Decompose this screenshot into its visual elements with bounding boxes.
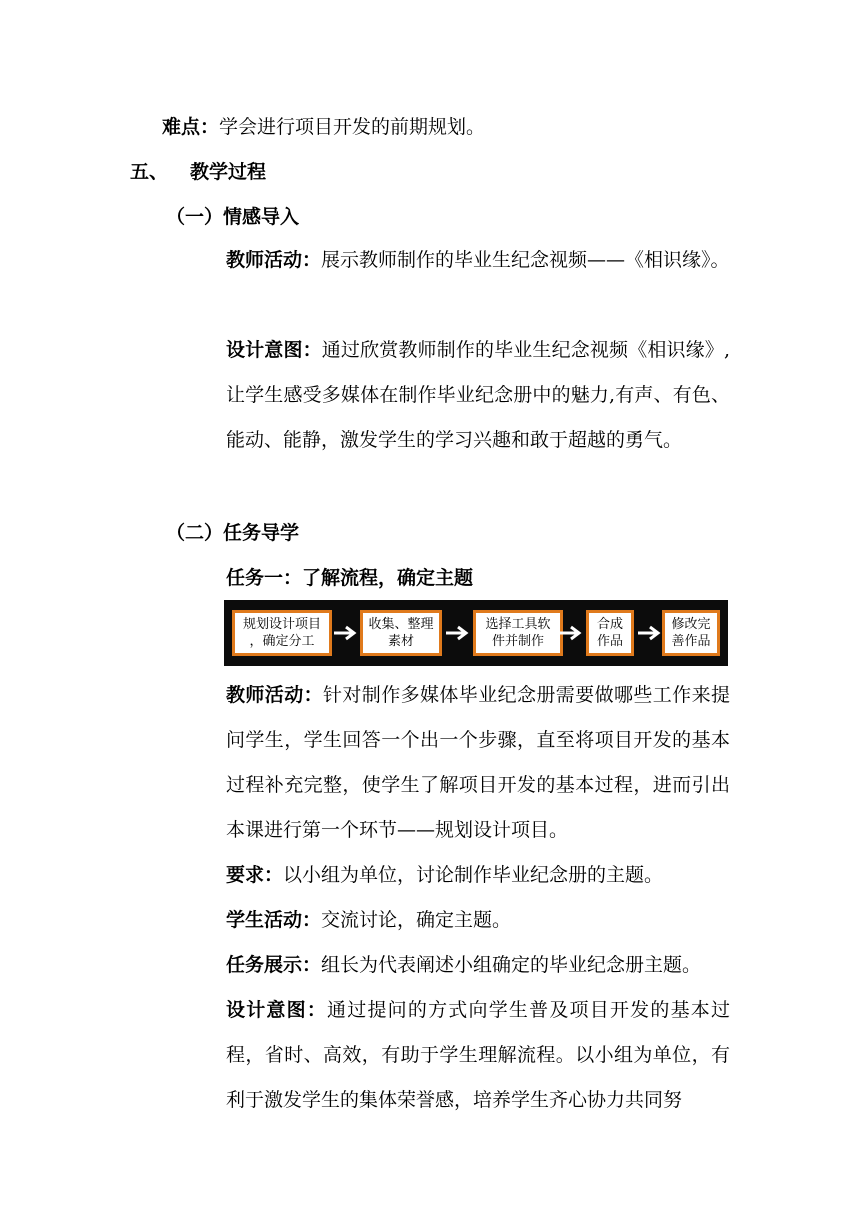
right-arrow-icon [444, 625, 472, 641]
requirement [226, 853, 730, 898]
right-arrow-icon [332, 625, 360, 641]
student-activity-text: 交流讨论，确定主题。 [321, 909, 512, 931]
design-intent-text: 通过欣赏教师制作的毕业生纪念视频《相识缘》,让学生感受多媒体在制作毕业纪念册中的魅力,有声、有色、能动、能静，激发学生的学习兴趣和敢于超越的勇气。 [226, 339, 730, 451]
teacher-activity-label: 教师活动： [226, 249, 322, 271]
flow-step-3-line1: 选择工具软 [485, 617, 551, 632]
difficulty-line [162, 115, 485, 139]
right-arrow-icon [636, 625, 664, 641]
task-showcase-label: 任务展示： [226, 954, 322, 976]
flow-step-1-line2: ，确定分工 [249, 634, 315, 649]
requirement-text: 以小组为单位，讨论制作毕业纪念册的主题。 [283, 864, 664, 886]
flow-step-5-line2: 善作品 [671, 634, 711, 649]
flow-step-5 [662, 610, 720, 656]
teacher-activity-2 [226, 673, 730, 853]
flow-step-3-line2: 件并制作 [491, 634, 544, 649]
process-flow-diagram [224, 600, 728, 666]
section-heading [130, 160, 168, 184]
subsection-title-1: （一）情感导入 [166, 206, 300, 228]
design-intent-label: 设计意图： [226, 999, 328, 1021]
flow-step-3 [473, 610, 563, 656]
student-activity-label: 学生活动： [226, 909, 322, 931]
section-title: 教学过程 [190, 161, 267, 183]
flow-step-2-line1: 收集、整理 [368, 617, 434, 632]
difficulty-text: 学会进行项目开发的前期规划。 [219, 116, 486, 138]
design-intent-2 [226, 988, 730, 1123]
task-showcase-text: 组长为代表阐述小组确定的毕业纪念册主题。 [321, 954, 702, 976]
teacher-activity-text: 针对制作多媒体毕业纪念册需要做哪些工作来提问学生，学生回答一个出一个步骤，直至将项目开发的基本过程补充完整，使学生了解项目开发的基本过程，进而引出本课进行第一个环节——规划设计项目。 [226, 684, 730, 841]
teacher-activity-text: 展示教师制作的毕业生纪念视频——《相识缘》。 [321, 249, 730, 271]
design-intent-text: 通过提问的方式向学生普及项目开发的基本过程，省时、高效，有助于学生理解流程。以小组为单位，有利于激发学生的集体荣誉感，培养学生齐心协力共同努 [226, 999, 730, 1111]
requirement-label: 要求： [226, 864, 284, 886]
difficulty-label: 难点： [162, 116, 220, 138]
student-activity [226, 898, 730, 943]
flow-step-4-line1: 合成 [596, 617, 623, 632]
flow-step-1 [232, 610, 332, 656]
flow-step-4-line2: 作品 [596, 634, 623, 649]
flow-step-2-line2: 素材 [387, 634, 414, 649]
design-intent-1 [226, 328, 730, 463]
design-intent-label: 设计意图： [226, 339, 322, 361]
flow-step-2 [360, 610, 442, 656]
flow-step-5-line1: 修改完 [671, 617, 711, 632]
section-number: 五、 [130, 161, 169, 183]
task-showcase [226, 943, 730, 988]
task-1-title: 任务一：了解流程，确定主题 [226, 567, 474, 589]
subsection-title-2: （二）任务导学 [166, 522, 300, 544]
flow-step-4 [586, 610, 634, 656]
right-arrow-icon [557, 625, 585, 641]
teacher-activity-1 [226, 238, 730, 283]
flow-step-1-line1: 规划设计项目 [242, 617, 321, 632]
teacher-activity-label: 教师活动： [226, 684, 323, 706]
